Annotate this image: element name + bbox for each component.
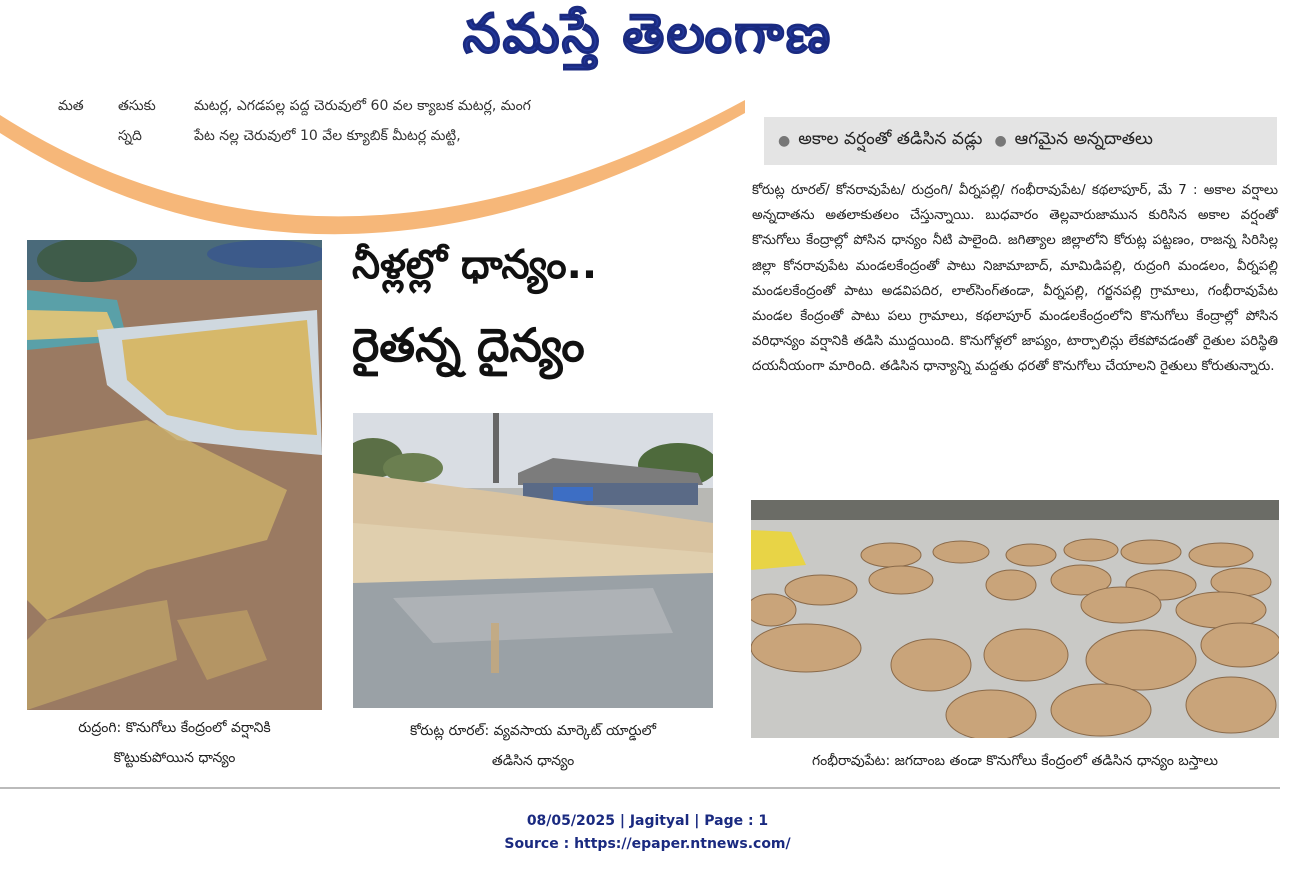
photo-gambhiraopet-graphic bbox=[751, 500, 1279, 738]
photo-korutla-market-yard bbox=[353, 413, 713, 708]
headline-line-2: రైతన్న దైన్యం bbox=[352, 318, 585, 372]
caption-photo-2-line-1: కోరుట్ల రూరల్: వ్యవసాయ మార్కెట్ యార్డులో bbox=[409, 723, 657, 739]
banner-item-1: అకాల వర్షంతో తడిసిన వడ్లు bbox=[798, 129, 983, 149]
caption-photo-1-line-2: కొట్టుకుపోయిన ధాన్యం bbox=[113, 750, 236, 766]
footer-divider bbox=[0, 787, 1280, 789]
photo-korutla-graphic bbox=[353, 413, 713, 708]
bullet-icon: ● bbox=[994, 133, 1007, 149]
caption-photo-3: గంభీరావుపేట: జగదాంబ తండా కొనుగోలు కేంద్రంలో తడిసిన ధాన్యం బస్తాలు bbox=[812, 753, 1218, 769]
article-body: కోరుట్ల రూరల్/ కోనరావుపేట/ రుద్రంగి/ వీర్నపల్లి/ గంభీరావుపేట/ కథలాపూర్, మే 7 : అకాల వర్షాలు అన్నదాతను అతలాకుతలం చేస్తున్నాయి. బుధవారం తెల్లవారుజామున కురిసిన అకాల వర్షంతో కొనుగోలు కేంద్రాల్లో పోసిన ధాన్యం నీటి పాలైంది. జగిత్యాల జిల్లాలోని కోరుట్ల పట్టణం, రాజన్న సిరిసిల్ల జిల్లా కోనరావుపేట మండలకేంద్రంతో పాటు నిజామాబాద్, మామిడిపల్లి, రుద్రంగి మండలం, వీర్నపల్లి మండలకేంద్రంతో పాటు అడవిపదిర, లాల్‌సింగ్‌తండా, వీర్నపల్లి, గర్జనపల్లి గ్రామాలు, గంభీరావుపేట మండల కేంద్రంతో పాటు పలు గ్రామాలు, కథలాపూర్ మండలకేంద్రంలోని కొనుగోలు కేంద్రాల్లో పోసిన వరిధాన్యం వర్షానికి తడిసి ముద్దయింది. కొనుగోళ్లలో జాప్యం, టార్పాలిన్లు లేకపోవడంతో రైతుల పరిస్థితి దయనీయంగా మారింది. తడిసిన ధాన్యాన్ని మద్దతు ధరతో కొనుగోలు చేయాలని రైతులు కోరుతున్నారు. bbox=[752, 183, 1278, 375]
photo-gambhiraopet-sacks bbox=[751, 500, 1279, 738]
banner-item-2: ఆగమైన అన్నదాతలు bbox=[1014, 129, 1153, 149]
prev-article-right-1: మటర్ల, ఎగడపల్ల పద్ద చెరువులో 60 వల క్యాబక మటర్ల, మంగ bbox=[194, 98, 531, 114]
photo-rudrangi-graphic bbox=[27, 240, 322, 710]
masthead-logo: నమస్తే తెలంగాణ bbox=[462, 1, 833, 65]
prev-article-left-1b: తసుకు bbox=[118, 98, 156, 114]
caption-photo-2-line-2: తడిసిన ధాన్యం bbox=[491, 753, 575, 769]
prev-article-left-2: స్నది bbox=[118, 128, 142, 144]
footer-edition-info: 08/05/2025 | Jagityal | Page : 1 bbox=[526, 813, 769, 829]
arc-shape bbox=[0, 100, 745, 234]
caption-photo-1-line-1: రుద్రంగి: కొనుగోలు కేంద్రంలో వర్షానికి bbox=[78, 720, 271, 736]
bullet-icon: ● bbox=[778, 133, 791, 149]
subhead-banner bbox=[764, 117, 1277, 165]
masthead bbox=[0, 0, 1295, 80]
photo-rudrangi-grain bbox=[27, 240, 322, 710]
footer-source: Source : https://epaper.ntnews.com/ bbox=[504, 836, 791, 852]
prev-article-right-2: పేట నల్ల చెరువులో 10 వేల క్యూబిక్ మీటర్ల మట్టి, bbox=[194, 128, 461, 144]
headline-line-1: నీళ్లల్లో ధాన్యం.. bbox=[352, 242, 598, 288]
prev-article-left-1: మత bbox=[58, 98, 84, 114]
